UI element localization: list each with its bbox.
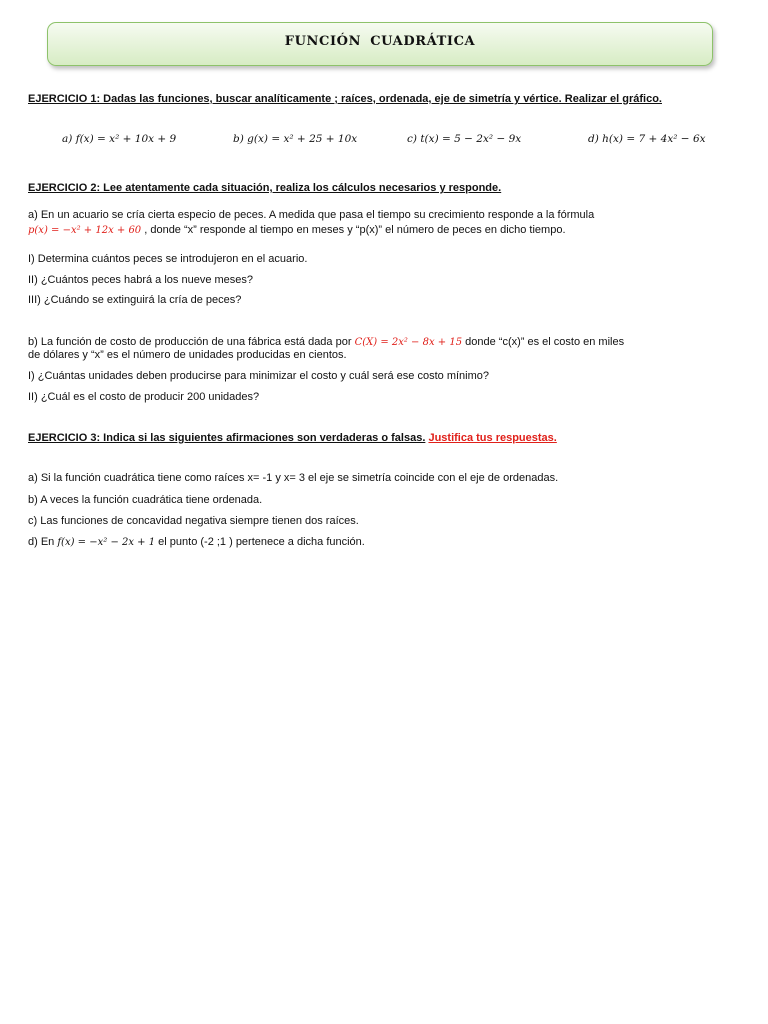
ej3-statement-a: a) Si la función cuadrática tiene como raíces x= -1 y x= 3 el eje se simetría coincide con el eje de ordenadas. (28, 472, 559, 484)
ej2-b-formula: C(X) = 2x² − 8x + 15 (354, 337, 463, 348)
ej2-a-statement-line2: p(x) = −x² + 12x + 60 , donde “x” responde al tiempo en meses y “p(x)” el número de peces en dicho tiempo. (28, 224, 566, 236)
ej3-heading-emphasis: Justifica tus respuestas. (428, 432, 557, 444)
ej1-heading: EJERCICIO 1: Dadas las funciones, buscar analíticamente ; raíces, ordenada, eje de simetría y vértice. Realizar el gráfico. (28, 93, 662, 105)
ej1-function-c: c) t(x) = 5 − 2x² − 9x (407, 133, 522, 145)
ej2-b-statement-line2: de dólares y “x” es el número de unidades producidas en cientos. (28, 349, 347, 361)
ej2-a-statement-line1: a) En un acuario se cría cierta especio de peces. A medida que pasa el tiempo su crecimiento responde a la fórmula (28, 209, 595, 221)
ej3-statement-d: d) En f(x) = −x² − 2x + 1 el punto (-2 ;1 ) pertenece a dicha función. (28, 536, 365, 548)
ej1-function-b: b) g(x) = x² + 25 + 10x (233, 133, 358, 145)
ej2-a-question-1: I) Determina cuántos peces se introdujeron en el acuario. (28, 253, 308, 265)
title-banner (47, 22, 713, 66)
ej2-heading: EJERCICIO 2: Lee atentamente cada situación, realiza los cálculos necesarios y responde. (28, 182, 502, 194)
ej1-function-a: a) f(x) = x² + 10x + 9 (62, 133, 177, 145)
ej3-d-formula: f(x) = −x² − 2x + 1 (57, 537, 156, 548)
ej2-b-question-2: II) ¿Cuál es el costo de producir 200 unidades? (28, 391, 260, 403)
ej2-a-question-3: III) ¿Cuándo se extinguirá la cría de peces? (28, 294, 242, 306)
ej2-b-question-1: I) ¿Cuántas unidades deben producirse para minimizar el costo y cuál será ese costo mínimo? (28, 370, 490, 382)
ej3-heading: EJERCICIO 3: Indica si las siguientes afirmaciones son verdaderas o falsas. Justifica tus respuestas. (28, 432, 557, 444)
ej3-statement-b: b) A veces la función cuadrática tiene ordenada. (28, 494, 263, 506)
ej2-b-statement-line1: b) La función de costo de producción de una fábrica está dada por C(X) = 2x² − 8x + 15 donde “c(x)” es el costo en miles (28, 336, 625, 348)
ej2-a-formula: p(x) = −x² + 12x + 60 (28, 225, 142, 236)
page-title: FUNCIÓN CUADRÁTICA (284, 33, 476, 49)
ej1-function-d: d) h(x) = 7 + 4x² − 6x (588, 133, 706, 145)
ej2-a-question-2: II) ¿Cuántos peces habrá a los nueve meses? (28, 274, 254, 286)
ej3-statement-c: c) Las funciones de concavidad negativa siempre tienen dos raíces. (28, 515, 359, 527)
